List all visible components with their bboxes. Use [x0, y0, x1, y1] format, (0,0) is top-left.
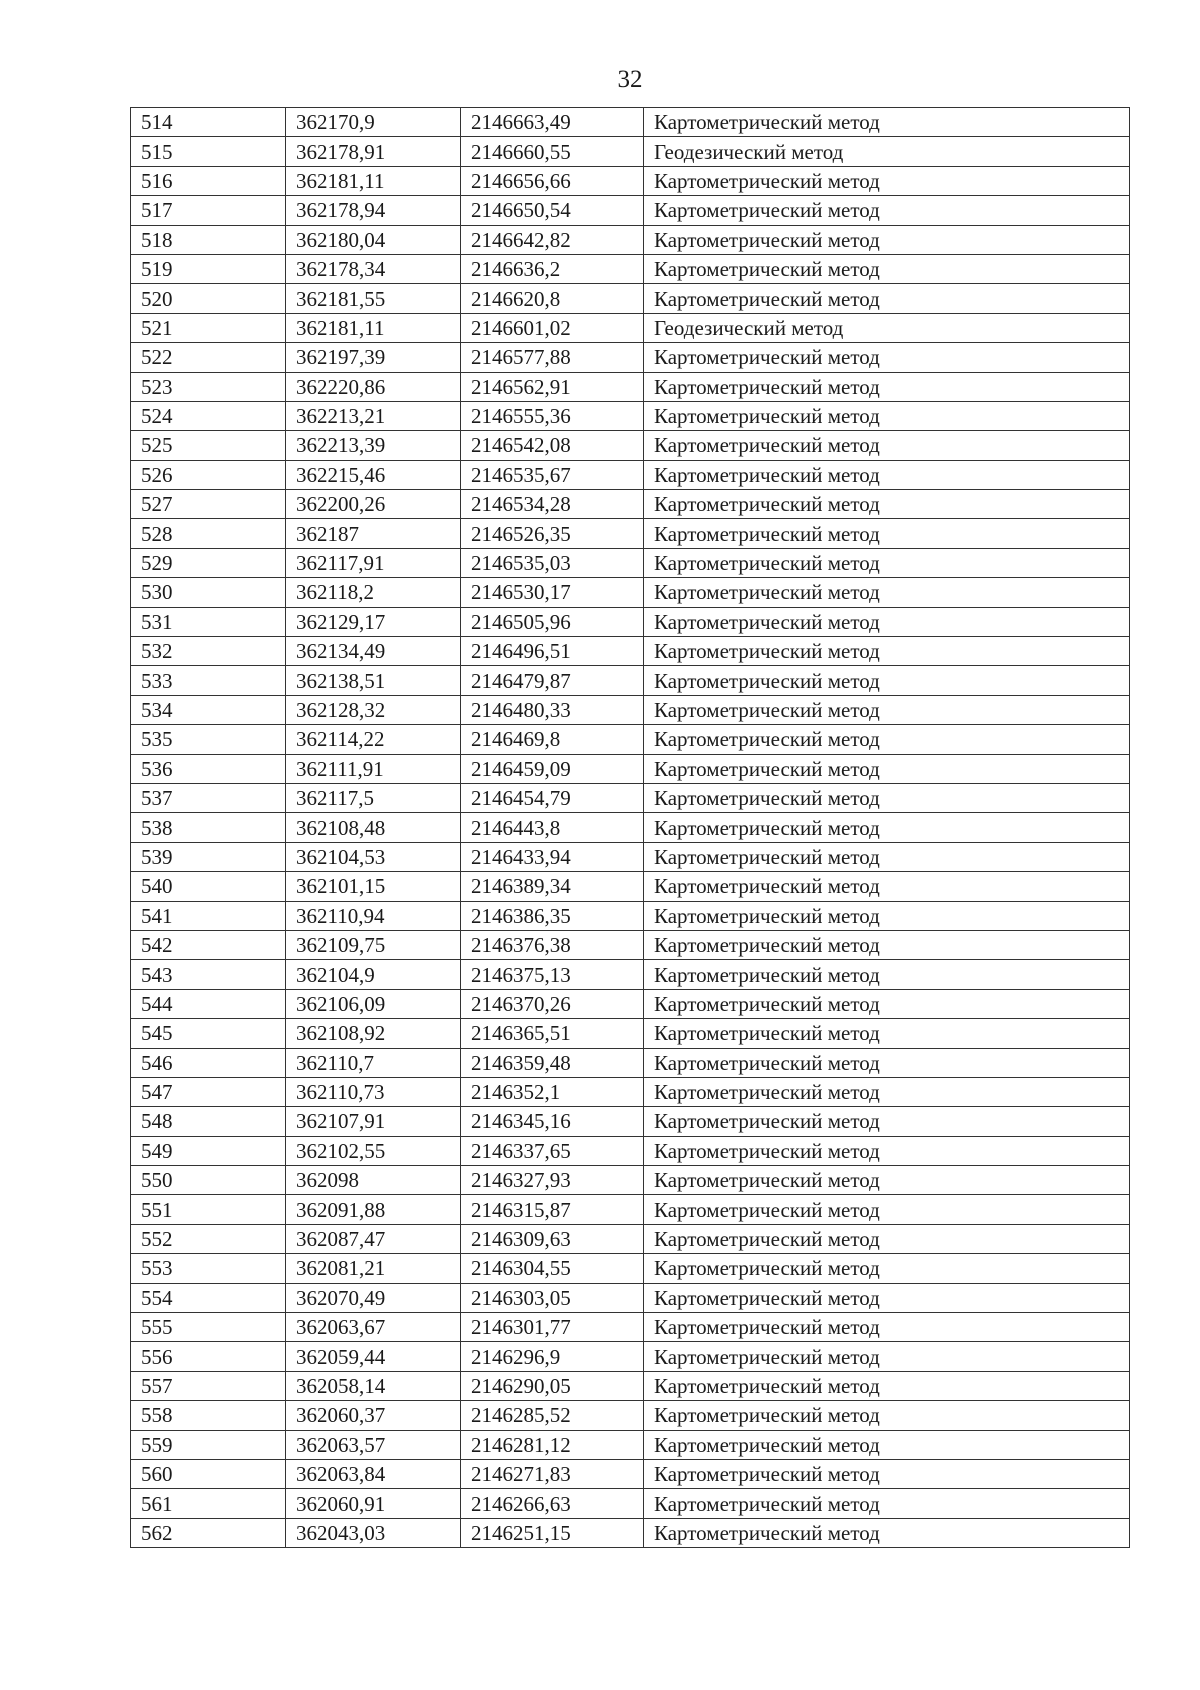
y-coordinate-cell: 2146454,79	[461, 783, 644, 812]
point-number-cell: 521	[131, 313, 286, 342]
table-row	[131, 901, 1130, 930]
point-number-cell: 529	[131, 548, 286, 577]
y-coordinate-cell: 2146542,08	[461, 431, 644, 460]
method-cell: Картометрический метод	[644, 460, 1130, 489]
table-row	[131, 842, 1130, 871]
point-number-cell: 545	[131, 1019, 286, 1048]
method-cell: Картометрический метод	[644, 1048, 1130, 1077]
y-coordinate-cell: 2146443,8	[461, 813, 644, 842]
method-cell: Картометрический метод	[644, 842, 1130, 871]
point-number-cell: 551	[131, 1195, 286, 1224]
y-coordinate-cell: 2146479,87	[461, 666, 644, 695]
point-number-cell: 559	[131, 1430, 286, 1459]
table-row	[131, 284, 1130, 313]
table-row	[131, 1254, 1130, 1283]
x-coordinate-cell: 362104,9	[286, 960, 461, 989]
point-number-cell: 546	[131, 1048, 286, 1077]
table-row	[131, 960, 1130, 989]
y-coordinate-cell: 2146555,36	[461, 401, 644, 430]
y-coordinate-cell: 2146304,55	[461, 1254, 644, 1283]
y-coordinate-cell: 2146656,66	[461, 166, 644, 195]
table-row	[131, 1107, 1130, 1136]
point-number-cell: 525	[131, 431, 286, 460]
x-coordinate-cell: 362128,32	[286, 695, 461, 724]
y-coordinate-cell: 2146505,96	[461, 607, 644, 636]
table-row	[131, 930, 1130, 959]
point-number-cell: 526	[131, 460, 286, 489]
table-row	[131, 1136, 1130, 1165]
x-coordinate-cell: 362101,15	[286, 872, 461, 901]
table-row	[131, 872, 1130, 901]
method-cell: Картометрический метод	[644, 695, 1130, 724]
y-coordinate-cell: 2146266,63	[461, 1489, 644, 1518]
y-coordinate-cell: 2146535,03	[461, 548, 644, 577]
y-coordinate-cell: 2146303,05	[461, 1283, 644, 1312]
point-number-cell: 556	[131, 1342, 286, 1371]
y-coordinate-cell: 2146535,67	[461, 460, 644, 489]
x-coordinate-cell: 362111,91	[286, 754, 461, 783]
y-coordinate-cell: 2146370,26	[461, 989, 644, 1018]
point-number-cell: 555	[131, 1313, 286, 1342]
table-row	[131, 754, 1130, 783]
method-cell: Картометрический метод	[644, 1313, 1130, 1342]
y-coordinate-cell: 2146530,17	[461, 578, 644, 607]
table-row	[131, 1371, 1130, 1400]
coordinates-table	[130, 107, 1130, 1548]
point-number-cell: 524	[131, 401, 286, 430]
x-coordinate-cell: 362070,49	[286, 1283, 461, 1312]
method-cell: Картометрический метод	[644, 901, 1130, 930]
point-number-cell: 539	[131, 842, 286, 871]
table-row	[131, 1019, 1130, 1048]
method-cell: Картометрический метод	[644, 372, 1130, 401]
y-coordinate-cell: 2146296,9	[461, 1342, 644, 1371]
y-coordinate-cell: 2146301,77	[461, 1313, 644, 1342]
method-cell: Картометрический метод	[644, 666, 1130, 695]
table-row	[131, 519, 1130, 548]
point-number-cell: 528	[131, 519, 286, 548]
x-coordinate-cell: 362110,7	[286, 1048, 461, 1077]
table-row	[131, 783, 1130, 812]
point-number-cell: 520	[131, 284, 286, 313]
point-number-cell: 517	[131, 196, 286, 225]
table-row	[131, 548, 1130, 577]
table-row	[131, 1077, 1130, 1106]
x-coordinate-cell: 362059,44	[286, 1342, 461, 1371]
y-coordinate-cell: 2146375,13	[461, 960, 644, 989]
x-coordinate-cell: 362114,22	[286, 725, 461, 754]
coordinates-table-body	[131, 108, 1130, 1548]
x-coordinate-cell: 362060,37	[286, 1401, 461, 1430]
y-coordinate-cell: 2146577,88	[461, 343, 644, 372]
method-cell: Картометрический метод	[644, 1019, 1130, 1048]
method-cell: Картометрический метод	[644, 343, 1130, 372]
point-number-cell: 541	[131, 901, 286, 930]
y-coordinate-cell: 2146290,05	[461, 1371, 644, 1400]
x-coordinate-cell: 362117,91	[286, 548, 461, 577]
x-coordinate-cell: 362117,5	[286, 783, 461, 812]
point-number-cell: 522	[131, 343, 286, 372]
table-row	[131, 196, 1130, 225]
y-coordinate-cell: 2146469,8	[461, 725, 644, 754]
x-coordinate-cell: 362118,2	[286, 578, 461, 607]
x-coordinate-cell: 362134,49	[286, 637, 461, 666]
method-cell: Геодезический метод	[644, 137, 1130, 166]
table-row	[131, 313, 1130, 342]
table-row	[131, 1401, 1130, 1430]
y-coordinate-cell: 2146309,63	[461, 1224, 644, 1253]
x-coordinate-cell: 362170,9	[286, 108, 461, 137]
y-coordinate-cell: 2146359,48	[461, 1048, 644, 1077]
y-coordinate-cell: 2146271,83	[461, 1459, 644, 1488]
method-cell: Картометрический метод	[644, 1459, 1130, 1488]
method-cell: Картометрический метод	[644, 783, 1130, 812]
y-coordinate-cell: 2146650,54	[461, 196, 644, 225]
table-row	[131, 1313, 1130, 1342]
method-cell: Картометрический метод	[644, 196, 1130, 225]
x-coordinate-cell: 362197,39	[286, 343, 461, 372]
method-cell: Картометрический метод	[644, 725, 1130, 754]
page-number: 32	[617, 66, 643, 93]
y-coordinate-cell: 2146459,09	[461, 754, 644, 783]
method-cell: Картометрический метод	[644, 1342, 1130, 1371]
table-row	[131, 108, 1130, 137]
x-coordinate-cell: 362106,09	[286, 989, 461, 1018]
point-number-cell: 531	[131, 607, 286, 636]
x-coordinate-cell: 362091,88	[286, 1195, 461, 1224]
table-row	[131, 1048, 1130, 1077]
x-coordinate-cell: 362102,55	[286, 1136, 461, 1165]
point-number-cell: 561	[131, 1489, 286, 1518]
x-coordinate-cell: 362180,04	[286, 225, 461, 254]
point-number-cell: 552	[131, 1224, 286, 1253]
y-coordinate-cell: 2146433,94	[461, 842, 644, 871]
x-coordinate-cell: 362063,84	[286, 1459, 461, 1488]
method-cell: Картометрический метод	[644, 813, 1130, 842]
method-cell: Картометрический метод	[644, 225, 1130, 254]
x-coordinate-cell: 362087,47	[286, 1224, 461, 1253]
point-number-cell: 548	[131, 1107, 286, 1136]
point-number-cell: 544	[131, 989, 286, 1018]
y-coordinate-cell: 2146376,38	[461, 930, 644, 959]
method-cell: Картометрический метод	[644, 1136, 1130, 1165]
method-cell: Картометрический метод	[644, 1283, 1130, 1312]
point-number-cell: 554	[131, 1283, 286, 1312]
y-coordinate-cell: 2146345,16	[461, 1107, 644, 1136]
x-coordinate-cell: 362110,94	[286, 901, 461, 930]
y-coordinate-cell: 2146660,55	[461, 137, 644, 166]
y-coordinate-cell: 2146315,87	[461, 1195, 644, 1224]
method-cell: Картометрический метод	[644, 1489, 1130, 1518]
table-row	[131, 1195, 1130, 1224]
y-coordinate-cell: 2146620,8	[461, 284, 644, 313]
y-coordinate-cell: 2146251,15	[461, 1518, 644, 1547]
point-number-cell: 514	[131, 108, 286, 137]
point-number-cell: 549	[131, 1136, 286, 1165]
table-row	[131, 431, 1130, 460]
x-coordinate-cell: 362187	[286, 519, 461, 548]
method-cell: Картометрический метод	[644, 108, 1130, 137]
table-row	[131, 637, 1130, 666]
x-coordinate-cell: 362213,39	[286, 431, 461, 460]
method-cell: Картометрический метод	[644, 989, 1130, 1018]
method-cell: Картометрический метод	[644, 1430, 1130, 1459]
table-row	[131, 695, 1130, 724]
point-number-cell: 535	[131, 725, 286, 754]
point-number-cell: 530	[131, 578, 286, 607]
point-number-cell: 543	[131, 960, 286, 989]
method-cell: Картометрический метод	[644, 401, 1130, 430]
table-row	[131, 989, 1130, 1018]
table-row	[131, 254, 1130, 283]
point-number-cell: 536	[131, 754, 286, 783]
table-row	[131, 1342, 1130, 1371]
x-coordinate-cell: 362098	[286, 1166, 461, 1195]
method-cell: Картометрический метод	[644, 1254, 1130, 1283]
x-coordinate-cell: 362063,67	[286, 1313, 461, 1342]
point-number-cell: 557	[131, 1371, 286, 1400]
method-cell: Картометрический метод	[644, 1107, 1130, 1136]
point-number-cell: 550	[131, 1166, 286, 1195]
point-number-cell: 553	[131, 1254, 286, 1283]
x-coordinate-cell: 362108,48	[286, 813, 461, 842]
method-cell: Картометрический метод	[644, 1401, 1130, 1430]
x-coordinate-cell: 362107,91	[286, 1107, 461, 1136]
x-coordinate-cell: 362215,46	[286, 460, 461, 489]
table-row	[131, 1166, 1130, 1195]
method-cell: Картометрический метод	[644, 754, 1130, 783]
table-row	[131, 1459, 1130, 1488]
y-coordinate-cell: 2146562,91	[461, 372, 644, 401]
x-coordinate-cell: 362178,91	[286, 137, 461, 166]
x-coordinate-cell: 362178,94	[286, 196, 461, 225]
x-coordinate-cell: 362178,34	[286, 254, 461, 283]
point-number-cell: 527	[131, 490, 286, 519]
y-coordinate-cell: 2146636,2	[461, 254, 644, 283]
point-number-cell: 534	[131, 695, 286, 724]
method-cell: Картометрический метод	[644, 166, 1130, 195]
table-row	[131, 372, 1130, 401]
method-cell: Картометрический метод	[644, 960, 1130, 989]
method-cell: Картометрический метод	[644, 1166, 1130, 1195]
y-coordinate-cell: 2146352,1	[461, 1077, 644, 1106]
x-coordinate-cell: 362220,86	[286, 372, 461, 401]
method-cell: Картометрический метод	[644, 578, 1130, 607]
table-row	[131, 607, 1130, 636]
x-coordinate-cell: 362063,57	[286, 1430, 461, 1459]
method-cell: Картометрический метод	[644, 930, 1130, 959]
x-coordinate-cell: 362138,51	[286, 666, 461, 695]
method-cell: Картометрический метод	[644, 1224, 1130, 1253]
y-coordinate-cell: 2146281,12	[461, 1430, 644, 1459]
y-coordinate-cell: 2146663,49	[461, 108, 644, 137]
table-row	[131, 1283, 1130, 1312]
y-coordinate-cell: 2146601,02	[461, 313, 644, 342]
x-coordinate-cell: 362109,75	[286, 930, 461, 959]
x-coordinate-cell: 362081,21	[286, 1254, 461, 1283]
y-coordinate-cell: 2146337,65	[461, 1136, 644, 1165]
method-cell: Картометрический метод	[644, 490, 1130, 519]
y-coordinate-cell: 2146534,28	[461, 490, 644, 519]
method-cell: Картометрический метод	[644, 548, 1130, 577]
point-number-cell: 547	[131, 1077, 286, 1106]
y-coordinate-cell: 2146327,93	[461, 1166, 644, 1195]
point-number-cell: 516	[131, 166, 286, 195]
method-cell: Картометрический метод	[644, 519, 1130, 548]
y-coordinate-cell: 2146496,51	[461, 637, 644, 666]
table-row	[131, 225, 1130, 254]
method-cell: Картометрический метод	[644, 607, 1130, 636]
y-coordinate-cell: 2146526,35	[461, 519, 644, 548]
method-cell: Картометрический метод	[644, 1371, 1130, 1400]
method-cell: Картометрический метод	[644, 431, 1130, 460]
table-row	[131, 490, 1130, 519]
x-coordinate-cell: 362213,21	[286, 401, 461, 430]
method-cell: Картометрический метод	[644, 1518, 1130, 1547]
x-coordinate-cell: 362181,55	[286, 284, 461, 313]
x-coordinate-cell: 362060,91	[286, 1489, 461, 1518]
point-number-cell: 560	[131, 1459, 286, 1488]
point-number-cell: 542	[131, 930, 286, 959]
table-row	[131, 166, 1130, 195]
point-number-cell: 537	[131, 783, 286, 812]
method-cell: Геодезический метод	[644, 313, 1130, 342]
x-coordinate-cell: 362129,17	[286, 607, 461, 636]
table-row	[131, 725, 1130, 754]
method-cell: Картометрический метод	[644, 1077, 1130, 1106]
point-number-cell: 532	[131, 637, 286, 666]
table-row	[131, 1518, 1130, 1547]
point-number-cell: 562	[131, 1518, 286, 1547]
point-number-cell: 518	[131, 225, 286, 254]
table-row	[131, 813, 1130, 842]
table-row	[131, 343, 1130, 372]
x-coordinate-cell: 362058,14	[286, 1371, 461, 1400]
x-coordinate-cell: 362181,11	[286, 313, 461, 342]
table-row	[131, 1430, 1130, 1459]
table-row	[131, 137, 1130, 166]
point-number-cell: 533	[131, 666, 286, 695]
y-coordinate-cell: 2146285,52	[461, 1401, 644, 1430]
y-coordinate-cell: 2146480,33	[461, 695, 644, 724]
y-coordinate-cell: 2146642,82	[461, 225, 644, 254]
point-number-cell: 538	[131, 813, 286, 842]
method-cell: Картометрический метод	[644, 1195, 1130, 1224]
x-coordinate-cell: 362181,11	[286, 166, 461, 195]
x-coordinate-cell: 362104,53	[286, 842, 461, 871]
x-coordinate-cell: 362110,73	[286, 1077, 461, 1106]
method-cell: Картометрический метод	[644, 254, 1130, 283]
point-number-cell: 515	[131, 137, 286, 166]
x-coordinate-cell: 362043,03	[286, 1518, 461, 1547]
point-number-cell: 519	[131, 254, 286, 283]
table-row	[131, 460, 1130, 489]
point-number-cell: 540	[131, 872, 286, 901]
y-coordinate-cell: 2146386,35	[461, 901, 644, 930]
y-coordinate-cell: 2146365,51	[461, 1019, 644, 1048]
table-row	[131, 666, 1130, 695]
table-row	[131, 1224, 1130, 1253]
point-number-cell: 523	[131, 372, 286, 401]
method-cell: Картометрический метод	[644, 284, 1130, 313]
table-row	[131, 401, 1130, 430]
table-row	[131, 1489, 1130, 1518]
x-coordinate-cell: 362200,26	[286, 490, 461, 519]
method-cell: Картометрический метод	[644, 637, 1130, 666]
method-cell: Картометрический метод	[644, 872, 1130, 901]
point-number-cell: 558	[131, 1401, 286, 1430]
y-coordinate-cell: 2146389,34	[461, 872, 644, 901]
table-row	[131, 578, 1130, 607]
x-coordinate-cell: 362108,92	[286, 1019, 461, 1048]
